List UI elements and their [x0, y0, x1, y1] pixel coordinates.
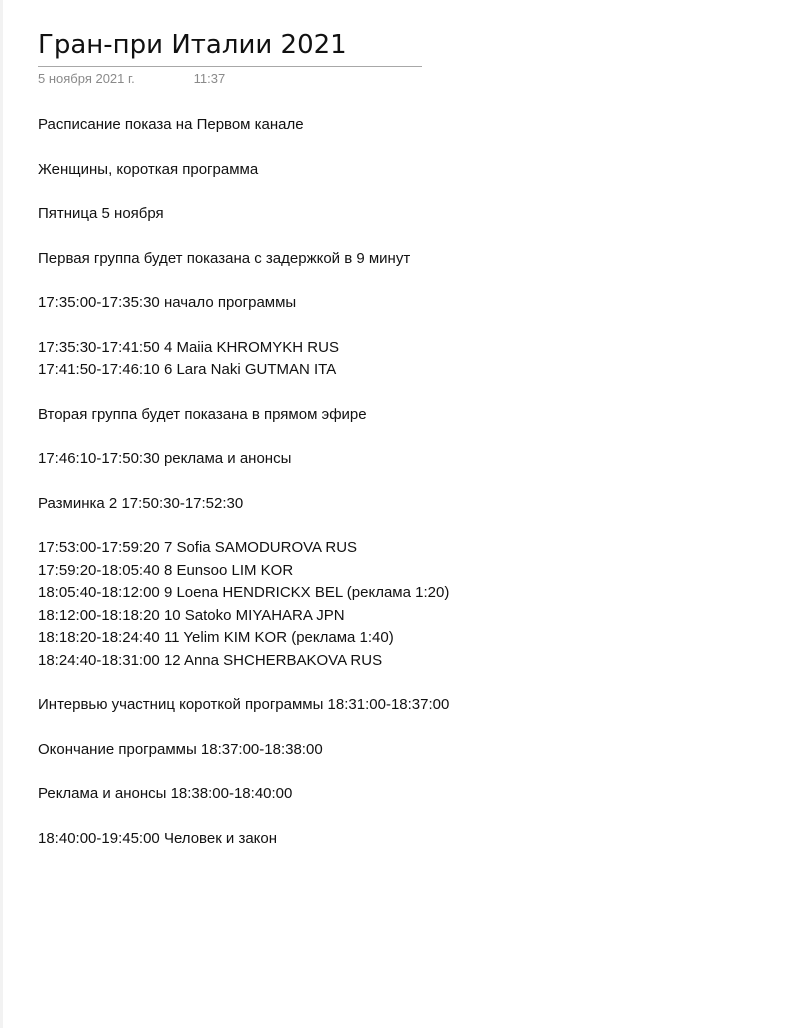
- warmup: Разминка 2 17:50:30-17:52:30: [38, 494, 244, 512]
- next-show-block: [38, 828, 778, 851]
- skater-entry: 17:53:00-17:59:20 7 Sofia SAMODUROVA RUS: [38, 539, 358, 556]
- note-body[interactable]: [38, 114, 778, 872]
- group2-list: [38, 537, 778, 672]
- schedule-heading-block: [38, 114, 778, 137]
- next-show: 18:40:00-19:45:00 Человек и закон: [38, 829, 278, 847]
- program-start: 17:35:00-17:35:30 начало программы: [38, 294, 297, 311]
- event-day: Пятница 5 ноября: [38, 205, 164, 222]
- ads-slot-1: 17:46:10-17:50:30 реклама и анонсы: [38, 450, 292, 467]
- note-title[interactable]: Гран-при Италии 2021: [38, 28, 422, 67]
- note-header: [38, 28, 422, 88]
- warmup-block: [38, 493, 778, 516]
- skater-entry: 18:05:40-18:12:00 9 Loena HENDRICKX BEL (реклама 1:20): [38, 584, 450, 601]
- group2-note: Вторая группа будет показана в прямом эфире: [38, 405, 367, 423]
- program-end: Окончание программы 18:37:00-18:38:00: [38, 740, 323, 758]
- interview-block: [38, 694, 778, 717]
- program-end-block: [38, 739, 778, 762]
- skater-entry: 18:12:00-18:18:20 10 Satoko MIYAHARA JPN: [38, 606, 345, 624]
- skater-entry: 18:24:40-18:31:00 12 Anna SHCHERBAKOVA RUS: [38, 651, 383, 669]
- group1-list: [38, 337, 778, 382]
- event-name: Женщины, короткая программа: [38, 160, 259, 178]
- skater-entry: 17:59:20-18:05:40 8 Eunsoo LIM KOR: [38, 561, 294, 579]
- group1-note-block: [38, 248, 778, 271]
- schedule-heading: Расписание показа на Первом канале: [38, 116, 304, 133]
- group1-note: Первая группа будет показана с задержкой в 9 минут: [38, 249, 411, 267]
- group2-note-block: [38, 404, 778, 427]
- note-meta: [38, 70, 422, 88]
- day-block: [38, 203, 778, 226]
- interview: Интервью участниц короткой программы 18:31:00-18:37:00: [38, 696, 450, 713]
- ads-block-1: [38, 448, 778, 471]
- skater-entry: 18:18:20-18:24:40 11 Yelim KIM KOR (реклама 1:40): [38, 629, 394, 646]
- skater-entry: 17:35:30-17:41:50 4 Maiia KHROMYKH RUS: [38, 338, 339, 356]
- event-block: [38, 159, 778, 182]
- note-date: 5 ноября 2021 г.: [38, 71, 135, 86]
- ads-block-2: [38, 783, 778, 806]
- note-time: 11:37: [193, 71, 226, 86]
- page-edge: [0, 0, 3, 1028]
- program-start-block: [38, 292, 778, 315]
- skater-entry: 17:41:50-17:46:10 6 Lara Naki GUTMAN ITA: [38, 361, 337, 378]
- ads-slot-2: Реклама и анонсы 18:38:00-18:40:00: [38, 785, 293, 802]
